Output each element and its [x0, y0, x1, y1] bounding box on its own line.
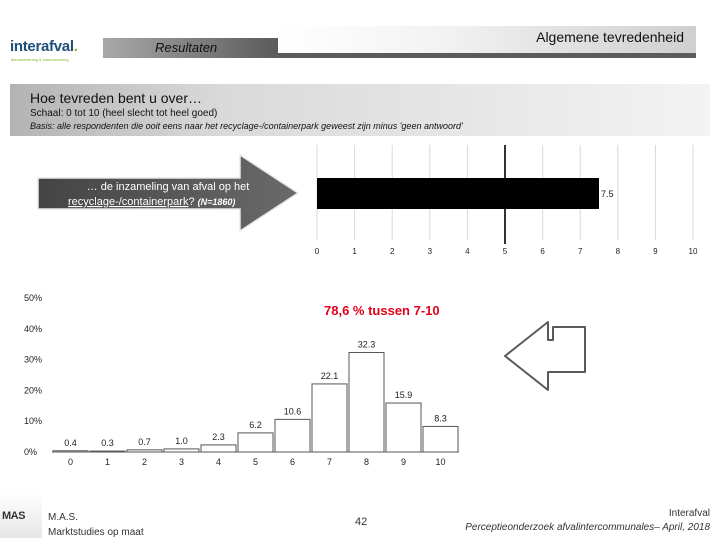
- x-tick-0: 0: [314, 247, 320, 256]
- histogram-bar-3: [164, 449, 199, 452]
- y-tick-3: 30%: [24, 354, 43, 365]
- x-tick-2: 2: [389, 247, 395, 256]
- footer-right-line2: Perceptieonderzoek afvalintercommunales– April, 2018: [465, 522, 710, 533]
- x-category-1: 1: [104, 457, 111, 467]
- x-tick-5: 5: [502, 247, 508, 256]
- x-category-10: 10: [435, 457, 446, 467]
- logo-name: interafval: [10, 38, 74, 55]
- histogram-value-8: 32.3: [357, 339, 376, 350]
- x-category-8: 8: [363, 457, 370, 467]
- x-tick-8: 8: [615, 247, 621, 256]
- histogram-value-9: 15.9: [394, 390, 413, 401]
- mean-bar-value-0: 7.5: [601, 189, 614, 199]
- x-category-7: 7: [326, 457, 333, 467]
- histogram-value-6: 10.6: [283, 406, 302, 417]
- logo-tagline: dienstverlening & samenwerking: [11, 57, 69, 62]
- histogram-value-5: 6.2: [249, 419, 262, 430]
- x-tick-10: 10: [688, 247, 698, 256]
- logo-dot: .: [73, 38, 78, 55]
- callout-line2-suffix: ?: [188, 196, 195, 208]
- histogram-bars: [53, 340, 458, 452]
- section-label: Resultaten: [155, 40, 218, 55]
- callout-n: (N=1860): [197, 197, 236, 207]
- y-tick-5: 50%: [24, 293, 43, 303]
- histogram-bar-1: [90, 451, 125, 452]
- histogram-value-10: 8.3: [434, 413, 447, 424]
- y-tick-0: 0%: [24, 447, 38, 457]
- callout-line2: recyclage-/containerpark: [68, 196, 189, 208]
- x-category-3: 3: [178, 457, 185, 467]
- callout-arrow: [38, 155, 298, 231]
- footer-right-line1: Interafval: [668, 508, 710, 519]
- histogram-bar-9: [386, 403, 421, 452]
- scale-description: Schaal: 0 tot 10 (heel slecht tot heel goed): [30, 108, 218, 119]
- callout-line1: … de inzameling van afval op het: [86, 181, 250, 193]
- x-tick-3: 3: [427, 247, 433, 256]
- y-tick-2: 20%: [24, 385, 43, 396]
- histogram-value-4: 2.3: [212, 431, 225, 442]
- x-category-6: 6: [289, 457, 296, 467]
- histogram-bar-8: [349, 353, 384, 452]
- highlight-percentage: 78,6 % tussen 7-10: [324, 303, 440, 318]
- mean-bar-0: [317, 178, 599, 209]
- histogram-bar-6: [275, 419, 310, 452]
- histogram-value-7: 22.1: [320, 370, 339, 381]
- basis-description: Basis: alle respondenten die ooit eens naar het recyclage-/containerpark geweest zijn minus 'geen antwoord': [30, 121, 463, 131]
- histogram-bar-10: [423, 426, 458, 452]
- y-tick-1: 10%: [24, 416, 43, 427]
- svg-text:recyclage-/containerpark?(N=18: [68, 196, 235, 208]
- horizontal-chart-bars: [317, 178, 614, 209]
- mas-logo-text: MAS: [2, 510, 25, 522]
- mas-name-line1: M.A.S.: [48, 512, 79, 523]
- x-category-9: 9: [400, 457, 407, 467]
- histogram-value-3: 1.0: [175, 435, 188, 446]
- histogram-bar-5: [238, 433, 273, 452]
- x-tick-7: 7: [577, 247, 583, 256]
- bent-arrow: [505, 322, 585, 390]
- x-category-5: 5: [252, 457, 259, 467]
- question-emphasis: tevreden: [59, 90, 115, 106]
- question-rest: bent u over…: [114, 90, 202, 106]
- page-title: Algemene tevredenheid: [536, 29, 684, 45]
- x-tick-1: 1: [352, 247, 357, 256]
- x-category-0: 0: [67, 457, 74, 467]
- mas-name-line2: Marktstudies op maat: [48, 527, 144, 538]
- histogram-bar-7: [312, 384, 347, 452]
- histogram-bar-4: [201, 445, 236, 452]
- histogram-value-0: 0.4: [64, 437, 77, 448]
- x-tick-9: 9: [653, 247, 658, 256]
- histogram-bar-0: [53, 451, 88, 452]
- mas-name: [48, 510, 144, 540]
- histogram-value-2: 0.7: [138, 436, 151, 447]
- x-category-4: 4: [215, 457, 222, 467]
- page-number: 42: [355, 516, 368, 528]
- x-tick-6: 6: [540, 247, 545, 256]
- question-lead: Hoe: [30, 90, 60, 106]
- x-tick-4: 4: [465, 247, 470, 256]
- horizontal-chart-ticks: [315, 247, 698, 256]
- footer-right: [465, 507, 710, 535]
- histogram-bar-2: [127, 450, 162, 452]
- x-category-2: 2: [141, 457, 148, 467]
- histogram-value-1: 0.3: [101, 438, 114, 449]
- y-tick-4: 40%: [24, 323, 43, 334]
